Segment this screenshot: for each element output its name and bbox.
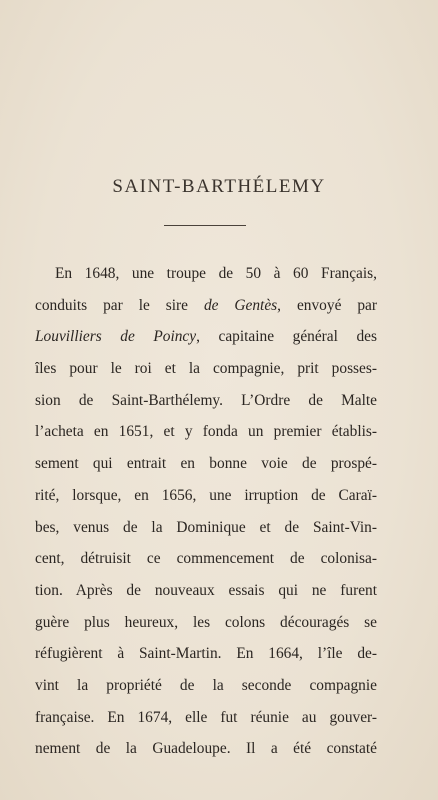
- text-line: française. En 1674, elle fut réunie au gouver-: [35, 708, 377, 726]
- title-divider: [164, 225, 246, 226]
- text-line: réfugièrent à Saint-Martin. En 1664, l’île de-: [35, 645, 377, 663]
- text-line: sion de Saint-Barthélemy. L’Ordre de Malte: [35, 391, 377, 409]
- text-line: vint la propriété de la seconde compagnie: [35, 676, 377, 694]
- text-line: cent, détruisit ce commencement de colonisa-: [35, 550, 377, 568]
- text-line: conduits par le sire de Gentès, envoyé par: [35, 296, 377, 314]
- text-line: îles pour le roi et la compagnie, prit posses-: [35, 360, 377, 378]
- text-line: sement qui entrait en bonne voie de prospé-: [35, 455, 377, 473]
- text-line: tion. Après de nouveaux essais qui ne furent: [35, 581, 377, 599]
- text-line: l’acheta en 1651, et y fonda un premier établis-: [35, 423, 377, 441]
- text-line: Louvilliers de Poincy, capitaine général des: [35, 328, 377, 346]
- text-line: nement de la Guadeloupe. Il a été constaté: [35, 740, 377, 758]
- page-title: SAINT-BARTHÉLEMY: [112, 176, 326, 197]
- text-line: bes, venus de la Dominique et de Saint-Vin-: [35, 518, 377, 536]
- text-line: guère plus heureux, les colons découragés se: [35, 613, 377, 631]
- text-line: En 1648, une troupe de 50 à 60 Français,: [55, 265, 377, 282]
- text-line: rité, lorsque, en 1656, une irruption de Caraï-: [35, 486, 377, 504]
- body-paragraph: [35, 258, 377, 765]
